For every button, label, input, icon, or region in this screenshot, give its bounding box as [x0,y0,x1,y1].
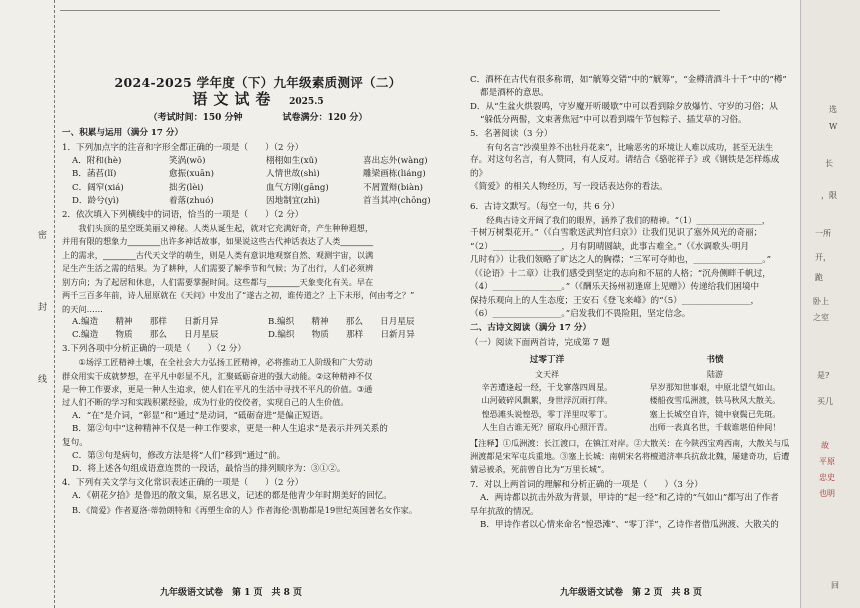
poem-line: 辛苦遭逢起一经，干戈寥落四周星。 [481,381,613,392]
edge-fragment: 卧上 [813,297,829,306]
q1-option: 笑涡(wō) [169,156,206,167]
q5-passage-line: 有句名言“沙漠里养不出牡丹花来”，比喻恶劣的环境让人难以成功，甚至无法生 [486,142,774,153]
section-heading-1: 一、积累与运用（满分 17 分） [62,128,184,139]
poem-line: 早岁那知世事艰，中原北望气如山。 [649,381,781,392]
q3-option: C．第③句是病句，修改方法是将“人们”移到“通过”前。 [72,450,286,461]
q2-option: B.编织 精神 那么 日月星辰 [268,316,415,327]
page-one-footer: 九年级语文试卷 第 1 页 共 8 页 [160,588,303,598]
seal-label-xian: 线 [38,375,48,385]
question-2-options [62,316,454,343]
q5-passage-line: 《简爱》的相关人物经历，写一段话表达你的看法。 [470,182,668,193]
q3-passage-line: ①场浮工匠精神土壤，在全社会大力弘扬工匠精神，必将推动工人阶级和广大劳动 [78,357,373,368]
section-heading-2: 二、古诗文阅读（满分 17 分） [470,323,592,334]
q4-option-c: C．酒杯在古代有很多称谓，如“觥筹交错”中的“觥筹”，“金樽清酒斗十千”中的“樽” [470,75,787,85]
edge-fragment: 平原 [819,457,835,466]
question-2: 2．依次填入下列横线中的词语，恰当的一项是（ ）（2 分） [62,209,304,220]
q3-passage-line: 过人们不断的学习和实践积累经验，成为行业的佼佼者，实现自己的人生价值。 [62,397,349,408]
exam-score: 试卷满分：120 分） [282,112,368,123]
q2-option: C.编造 物质 那么 日月星辰 [72,330,219,341]
edge-fragment: 开， [815,253,831,262]
q4-option-d: D．从“生盆火烘裂鸣，守岁魔开听暖歇”中可以看到除夕放爆竹、守岁的习俗；从 [470,101,778,112]
q3-passage-line: 是一种工作要求，更是一种人生追求，使人们在平凡的生活中寻找不平凡的价值。③通 [62,383,373,394]
poem-two-title: 书愤 [706,355,724,366]
edge-fragment: 忠史 [819,473,835,482]
q6-passage-line: 千树万树梨花开。”（《白雪歌送武判官归京》）让我们见识了塞外风光的奇丽； [470,228,763,239]
edge-fragment: ，限 [821,191,837,200]
q1-option: 首当其冲(chōng) [363,196,431,207]
poem-two [638,352,792,434]
q2-option: D.编织 物质 那样 日新月异 [268,330,415,341]
poem-line: 楼船夜雪瓜洲渡，铁马秋风大散关。 [649,395,781,406]
edge-fragment: 是? [817,371,830,380]
poem-one-author: 文天祥 [535,369,559,379]
q3-option: B．第②句中“这种精神不仅是一种工作要求，更是一种人生追求”是表示并列关系的 [72,424,388,435]
question-4: 4．下列有关文学与文化常识表述正确的一项是（ ）（2 分） [62,477,304,488]
seal-line-strip [0,0,55,608]
q1-option: C．阔窄(xiá) [72,182,124,193]
q4-option: A．《朝花夕拾》是鲁迅的散文集，原名思义，记述的都是他青少年时期美好的回忆。 [72,491,392,502]
q1-option: 不屑置辩(biàn) [363,182,423,193]
question-1: 1．下列加点字的注音和字形全都正确的一项是（ ）（2 分） [62,142,304,153]
q1-option: B．菡萏(lǐ) [72,169,117,180]
q1-option: 拙劣(lèi) [169,182,204,193]
q6-passage-line: （6）________________。”启发我们不畏险阻，坚定信念。 [470,308,691,319]
q4-option: B．《简爱》作者夏洛·蒂勃朗特和《再塑生命的人》作者海伦·凯勒都是19世纪英国著名女作家。 [72,504,418,515]
q1-option: D．龄兮(yì) [72,196,119,207]
question-3: 3.下列各项中分析正确的一项是（ ）（2 分） [62,343,246,354]
annotation-note: 【注释】①瓜洲渡：长江渡口，在镇江对岸。②大散关：在今陕西宝鸡西南，大散关与瓜洲渡都是宋军屯兵重地。③塞上长城：南朝宋名将檀道济率兵抗敌北魏，屡建奇功，后遭猜忌被杀，死前曾自比为“万里长城”。 [470,437,790,475]
question-6: 6．古诗文默写。（每空一句，共 6 分） [470,201,620,212]
subsection-heading: （一）阅读下面两首诗，完成第 7 题 [470,337,610,348]
page-two-footer: 九年级语文试卷 第 2 页 共 8 页 [560,588,703,598]
q2-passage-line: 两千三百多年前，诗人屈原就在《天问》中发出了“遂古之初，谁传道之？上下未形，何由考之？” [62,290,415,301]
poem-two-author: 陆游 [707,369,723,379]
q6-passage-line: （4）________________。”（《酬乐天扬州初逢席上见赠》）传递给我们困境中 [470,282,760,293]
q1-option: 喜出忘外(wàng) [363,156,428,167]
poem-one-title: 过零丁洋 [529,355,565,366]
q3-option: A．“在”是介词，“彰显”和“通过”是动词，“砥砺奋进”是偏正短语。 [72,410,329,421]
question-1-options [62,155,454,209]
edge-fragment: 也明 [819,489,835,498]
edge-fragment: 选 [829,105,837,114]
seal-label-mi: 密 [38,231,48,241]
q2-option: A.编造 精神 那样 日新月异 [72,316,219,327]
q3-option-cont: 复句。 [62,437,88,448]
q7-option: B．甲诗作者以心情来命名“惶恐滩”、“零丁洋”，乙诗作者借瓜洲渡、大散关的 [480,520,779,530]
edge-fragment: 回 [831,581,839,590]
q4-option-c-cont: 都是酒杯的意思。 [480,88,549,99]
exam-date: 2025.5 [289,97,324,108]
question-5: 5．名著阅读（3 分） [470,128,553,139]
q1-option: 愈振(xuān) [169,169,214,180]
page-one [62,70,454,590]
q3-passage-line: 群众用实干成就梦想，在平凡中彰显不凡，汇聚砥砺奋进的强大动能。②这种精神不仅 [62,370,373,381]
edge-fragment: 之室 [813,313,829,322]
poem-line: 山河破碎风飘絮，身世浮沉雨打萍。 [481,395,613,406]
top-rule [60,10,720,11]
q1-option: 雕梁画栋(liáng) [363,169,426,180]
edge-fragment: 买几 [817,397,833,406]
q2-passage-line: 足生产生活之需的结果。为了耕种，人们需要了解季节和气候；为了出行，人们必须辨 [62,263,374,274]
edge-fragment: 一所 [815,229,831,238]
exam-time: （考试时间：150 分钟 [148,112,243,123]
q1-option: 因地制宜(zhì) [266,196,320,207]
q2-passage-line: 别方向；为了起居和休息，人们需要掌握时间。这些都与________天象变化有关。早在 [62,276,374,287]
q1-option: 血气方刚(gāng) [266,182,329,193]
question-7: 7．对以上两首词的理解和分析正确的一项是（ ）（3 分） [470,479,703,490]
q6-passage-line: 几时有》）让我们领略了旷达之人的胸襟；“三军可夺帅也，________________。” [470,255,771,266]
q2-passage-line: 并用有限的想象力________出许多神话故事，如果说这些古代神话表达了人类________ [62,236,374,247]
exam-title: 2024-2025 学年度（下）九年级素质测评（二） [114,75,402,90]
edge-fragment: 跪 [815,273,823,282]
q2-passage-line: 我们头顶的星空既美丽又神秘。人类从诞生起，就对它充满好奇，产生种种遐想， [78,223,374,234]
poems-block [470,352,792,434]
poem-line: 人生自古谁无死？留取丹心照汗青。 [481,422,613,433]
edge-fragment: 长 [825,159,833,168]
next-page-edge [800,0,860,608]
poem-line: 惶恐滩头说惶恐，零丁洋里叹零丁。 [481,408,613,419]
q1-option: 人情世故(shì) [266,169,320,180]
edge-fragment: 故 [821,441,829,450]
q7-option: A．两诗都以抗击外敌为背景，甲诗的“起一经”和乙诗的“气如山”都写出了作者 [480,493,779,504]
q2-passage-line: 的天问…… [62,303,103,314]
q1-option: 栩栩如生(xǔ) [266,156,318,167]
subject-title: 语文试卷 [192,90,277,109]
q6-passage-line: “（2）________________，月有阴晴圆缺，此事古难全。”（《水调歌头·明月 [470,241,750,252]
q3-option: D．将上述各句组成语意连贯的一段话，最恰当的排列顺序为：③①②。 [72,464,346,475]
q7-option-cont: 早年抗敌的情况。 [470,506,539,517]
q1-option: A．附和(hè) [72,156,122,167]
q6-passage-line: 保持乐观向上的人生态度；王安石《登飞来峰》的“（5）________________， [470,295,760,306]
q6-passage-line: 经典古诗文开阔了我们的眼界，涵养了我们的精神。“（1）________________， [486,215,771,226]
poem-line: 出师一表真名世，千载谁堪伯仲间！ [649,422,781,433]
poem-line: 塞上长城空自许，镜中衰鬓已先斑。 [649,408,781,419]
q6-passage-line: （《论语》十二章）让我们感受到坚定的志向和不屈的人格；“沉舟侧畔千帆过， [470,268,771,279]
q4-option-d-cont: “躲低分两髻，文束著焦冠”中可以看到端午节包粽子、插艾草的习俗。 [480,115,747,126]
edge-fragment: W [829,122,838,131]
q5-passage-line: 存。对这句名言，有人赞同，有人反对。请结合《骆驼祥子》或《钢铁是怎样炼成的》 [470,155,780,179]
seal-label-feng: 封 [38,303,48,313]
q1-option: 着落(zhuó) [169,196,214,207]
q2-passage-line: 上的需求，________古代天文学的萌生，则是人类有意识地观察自然、观测宇宙，以满 [62,249,374,260]
page-two [470,74,792,594]
poem-one [470,352,624,434]
